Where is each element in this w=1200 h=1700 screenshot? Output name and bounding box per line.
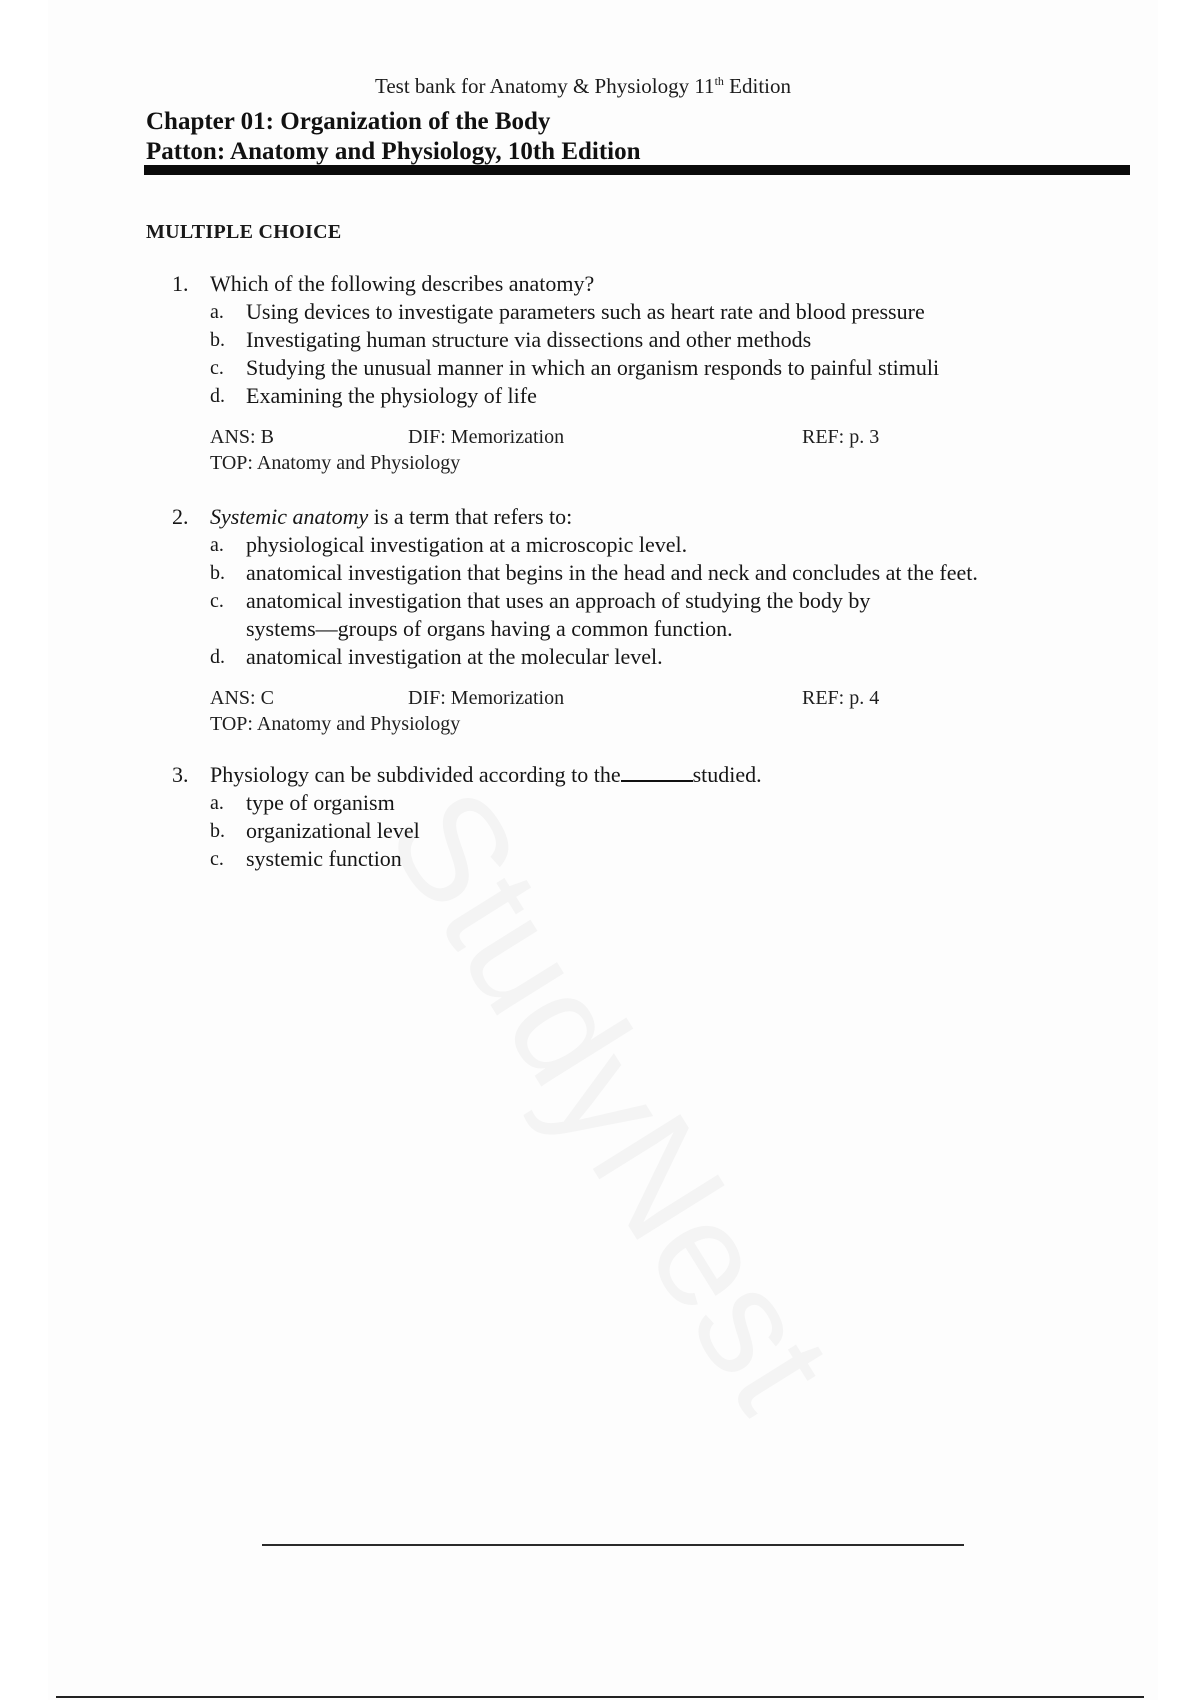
option-letter: c. (210, 357, 224, 379)
header-divider (144, 165, 1130, 175)
option-text: physiological investigation at a microscopic level. (246, 532, 688, 557)
option-letter: d. (210, 646, 225, 668)
option-text: Using devices to investigate parameters such as heart rate and blood pressure (246, 299, 925, 324)
page-reference: REF: p. 4 (802, 687, 880, 709)
option-text: organizational level (246, 818, 420, 843)
test-bank-note-suffix: Edition (723, 74, 791, 98)
question-text-rest: is a term that refers to: (368, 504, 573, 529)
test-bank-note (0, 74, 1166, 99)
chapter-heading-block (146, 107, 641, 167)
option-letter: c. (210, 848, 224, 870)
section-heading: MULTIPLE CHOICE (146, 221, 342, 243)
chapter-title: Chapter 01: Organization of the Body (146, 108, 551, 135)
book-title: Patton: Anatomy and Physiology, 10th Edition (146, 138, 641, 165)
option-c (172, 587, 1062, 643)
option-a (172, 298, 970, 326)
option-letter: a. (210, 301, 224, 323)
answer-metadata (210, 685, 970, 737)
page-reference: REF: p. 3 (802, 426, 880, 448)
question-stem (172, 761, 762, 789)
option-b (172, 326, 970, 354)
option-a (172, 531, 1062, 559)
option-letter: b. (210, 329, 225, 351)
option-letter: d. (210, 385, 225, 407)
option-letter: b. (210, 562, 225, 584)
test-bank-note-superscript: th (714, 74, 724, 88)
option-letter: c. (210, 590, 224, 612)
question-text (210, 761, 762, 789)
footer-divider (262, 1544, 964, 1546)
option-text: systemic function (246, 846, 402, 871)
question-number: 1. (172, 271, 189, 296)
option-text: anatomical investigation that uses an approach of studying the body by systems—groups of organs having a common function. (246, 588, 871, 641)
option-b (172, 559, 1062, 587)
question-text-before-blank: Physiology can be subdivided according to the (210, 762, 621, 787)
difficulty: DIF: Memorization (408, 687, 565, 709)
question-3 (172, 761, 762, 873)
option-c (172, 354, 970, 382)
topic: TOP: Anatomy and Physiology (210, 452, 461, 474)
question-text-italic: Systemic anatomy (210, 504, 369, 529)
topic: TOP: Anatomy and Physiology (210, 713, 461, 735)
question-text-after-blank: studied. (692, 762, 762, 787)
fill-in-blank (621, 762, 693, 782)
option-b (172, 817, 762, 845)
option-c (172, 845, 762, 873)
option-d (172, 382, 970, 410)
question-number: 3. (172, 762, 189, 787)
question-1 (172, 270, 970, 476)
question-2 (172, 503, 1062, 737)
option-text: anatomical investigation at the molecular level. (246, 644, 663, 669)
option-letter: a. (210, 534, 224, 556)
option-text: anatomical investigation that begins in the head and neck and concludes at the feet. (246, 560, 978, 585)
page-bottom-edge (56, 1696, 1144, 1698)
option-text: type of organism (246, 790, 395, 815)
difficulty: DIF: Memorization (408, 426, 565, 448)
question-text (210, 503, 572, 531)
question-stem (172, 270, 970, 298)
option-text: Studying the unusual manner in which an organism responds to painful stimuli (246, 355, 940, 380)
answer-metadata (210, 424, 970, 476)
answer-key: ANS: B (210, 426, 274, 448)
option-d (172, 643, 1062, 671)
option-text: Examining the physiology of life (246, 383, 537, 408)
option-a (172, 789, 762, 817)
question-number: 2. (172, 504, 189, 529)
option-letter: a. (210, 792, 224, 814)
question-text: Which of the following describes anatomy? (210, 271, 595, 296)
question-stem (172, 503, 1062, 531)
option-text: Investigating human structure via dissections and other methods (246, 327, 812, 352)
test-bank-note-prefix: Test bank for Anatomy & Physiology 11 (374, 74, 715, 98)
answer-key: ANS: C (210, 687, 274, 709)
option-letter: b. (210, 820, 225, 842)
